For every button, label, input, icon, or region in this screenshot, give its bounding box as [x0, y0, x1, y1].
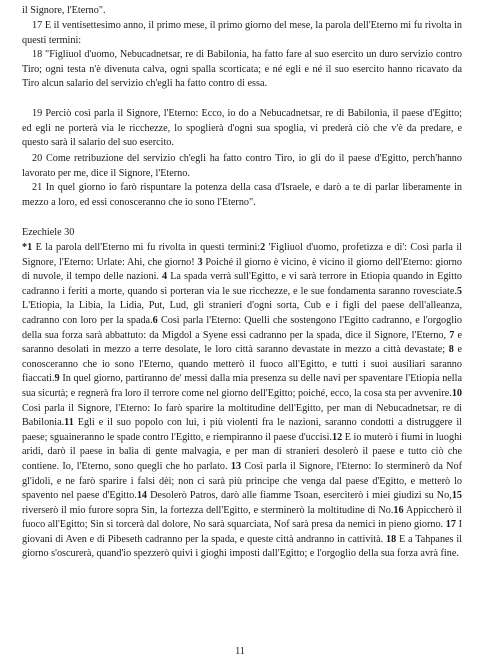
- verse-number: 4: [162, 271, 168, 283]
- paragraph-end-verse-16: il Signore, l'Eterno".: [22, 5, 106, 16]
- verse-text: In quel giorno, partiranno de' messi dalla mia presenza su delle navi per spaventare l'Etiopia nella sua sicurtà; e regnerà fra loro il terrore come nel giorno dell'Egitto; poiché, ecco, la cosa sta per avvenire.: [22, 373, 462, 399]
- verse-number: 8: [448, 344, 454, 356]
- verse-text: La spada verrà sull'Egitto, e vi sarà terrore in Etiopia quando in Egitto cadranno i feriti a morte, quando si porteran via le sue ricchezze, e le sue fondamenta saranno rovesciate.: [22, 271, 462, 297]
- verse-text: riverserò il mio furore sopra Sin, la fortezza dell'Egitto, e sterminerò la moltitudine di No.: [22, 504, 394, 516]
- verse-text: I giovani di Aven e di Pibeseth cadranno per la spada, e queste città andranno in cattività.: [22, 519, 462, 545]
- verse-text: Egli e il suo popolo con lui, i più violenti fra le nazioni, saranno condotti a distruggere il paese; sguaineranno le spade contro l'Egitto, e riempiranno il paese d'uccisi.: [22, 417, 462, 443]
- verse-text: 'Figliuol d'uomo, profetizza e di': Così parla il Signore, l'Eterno: Urlate: Ahi, che giorno!: [22, 242, 462, 268]
- verse-text: Così parla il Signore, l'Eterno: Io farò sparire la moltitudine dell'Egitto, per man di Nebucadnetsar, re di Babilonia.: [22, 402, 462, 429]
- paragraph-verse-18: 18 "Figliuol d'uomo, Nebucadnetsar, re di Babilonia, ha fatto fare al suo esercito un duro servizio contro Tiro; ogni testa n'è divenuta calva, ogni spalla scorticata; e né egli e né il suo esercito hanno ricavato da Tiro alcun salario del servizio ch'egli ha fatto contro di essa.: [22, 49, 462, 90]
- verse-number: 17: [445, 519, 456, 531]
- verse-text: e conosceranno che io sono l'Eterno, quando metterò il fuoco all'Egitto, e tutti i suoi ausiliari saranno fiaccati.: [22, 344, 462, 385]
- verse-number: 13: [230, 460, 242, 472]
- verse-number: 7: [449, 329, 455, 341]
- chapter-30-text: [22, 241, 462, 562]
- verse-number: *1: [22, 242, 33, 253]
- verse-number: 11: [64, 417, 74, 429]
- paragraph-verse-20: 20 Come retribuzione del servizio ch'egli ha fatto contro Tiro, io gli do il paese d'Egitto, perch'hanno lavorato per me, dice il Signore, l'Eterno.: [22, 153, 462, 179]
- verse-text: Desolerò Patros, darò alle fiamme Tsoan, eserciterò i miei giudizi su No,: [147, 490, 452, 502]
- verse-number: 18: [386, 533, 397, 545]
- verse-text: L'Etiopia, la Libia, la Lidia, Put, Lud, gli stranieri d'ogni sorta, Cub e i figli del paese dell'alleanza, cadranno con loro per la spada.: [22, 300, 462, 326]
- verse-text: Così parla il Signore, l'Eterno: Io sterminerò da Nof gl'idoli, e ne farò sparire i falsi dèi; non ci sarà più principe che venga dal paese d'Egitto, e metterò lo spavento nel paese d'Egitto.: [22, 460, 462, 502]
- verse-number: 9: [54, 373, 60, 385]
- page-number: 11: [235, 646, 245, 657]
- verse-number: 3: [197, 256, 203, 268]
- verse-text: Poiché il giorno è vicino, è vicino il giorno dell'Eterno: giorno di nuvole, il tempo delle nazioni.: [22, 256, 462, 283]
- paragraph-verse-21: 21 In quel giorno io farò rispuntare la potenza della casa d'Israele, e darò a te di parlar liberamente in mezzo a loro, ed essi conosceranno che io sono l'Eterno".: [22, 182, 462, 208]
- verse-number: 10: [451, 387, 462, 399]
- chapter-heading: Ezechiele 30: [22, 227, 75, 238]
- verse-number: 14: [136, 490, 148, 502]
- verse-text: E la parola dell'Eterno mi fu rivolta in questi termini:: [32, 242, 261, 253]
- paragraph-verse-17: 17 E il ventisettesimo anno, il primo mese, il primo giorno del mese, la parola dell'Eterno mi fu rivolta in questi termini:: [22, 20, 462, 46]
- verse-number: 5: [456, 285, 462, 297]
- verse-number: 12: [331, 431, 343, 443]
- verse-text: e saranno desolati in mezzo a terre desolate, le loro città saranno devastate in mezzo a città devastate;: [22, 329, 462, 356]
- verse-number: 6: [152, 314, 158, 326]
- verse-text: E io muterò i fiumi in luoghi aridi, darò il paese in balìa di gente malvagia, e per man di stranieri desolerò il paese e tutto ciò che contiene. Io, l'Eterno, sono quegli che ho parlato.: [22, 431, 462, 472]
- paragraph-verse-19: 19 Perciò così parla il Signore, l'Eterno: Ecco, io do a Nebucadnetsar, re di Babilonia, il paese d'Egitto; ed egli ne porterà via le ricchezze, lo spoglierà d'ogni sua spoglia, vi prederà ciò che v'è da predare, e questo sarà il salario del suo esercito.: [22, 108, 462, 149]
- verse-text: Così parla l'Eterno: Quelli che sostengono l'Egitto cadranno, e l'orgoglio della sua forza sarà abbattuto: da Migdol a Syene essi cadranno per la spada, dice il Signore, l'Eterno,: [22, 314, 462, 341]
- verse-number: 2: [260, 242, 266, 253]
- verse-number: 16: [393, 504, 404, 516]
- verse-number: 15: [451, 490, 462, 502]
- verse-text: Appiccherò il fuoco all'Egitto; Sin si torcerà dal dolore, No sarà squarciata, Nof sarà presa da nemici in pieno giorno.: [22, 504, 462, 531]
- verse-text: E a Tahpanes il giorno s'oscurerà, quand'io spezzerò quivi i gioghi imposti dall'Egitto; e l'orgoglio della sua forza avrà fine.: [22, 533, 463, 560]
